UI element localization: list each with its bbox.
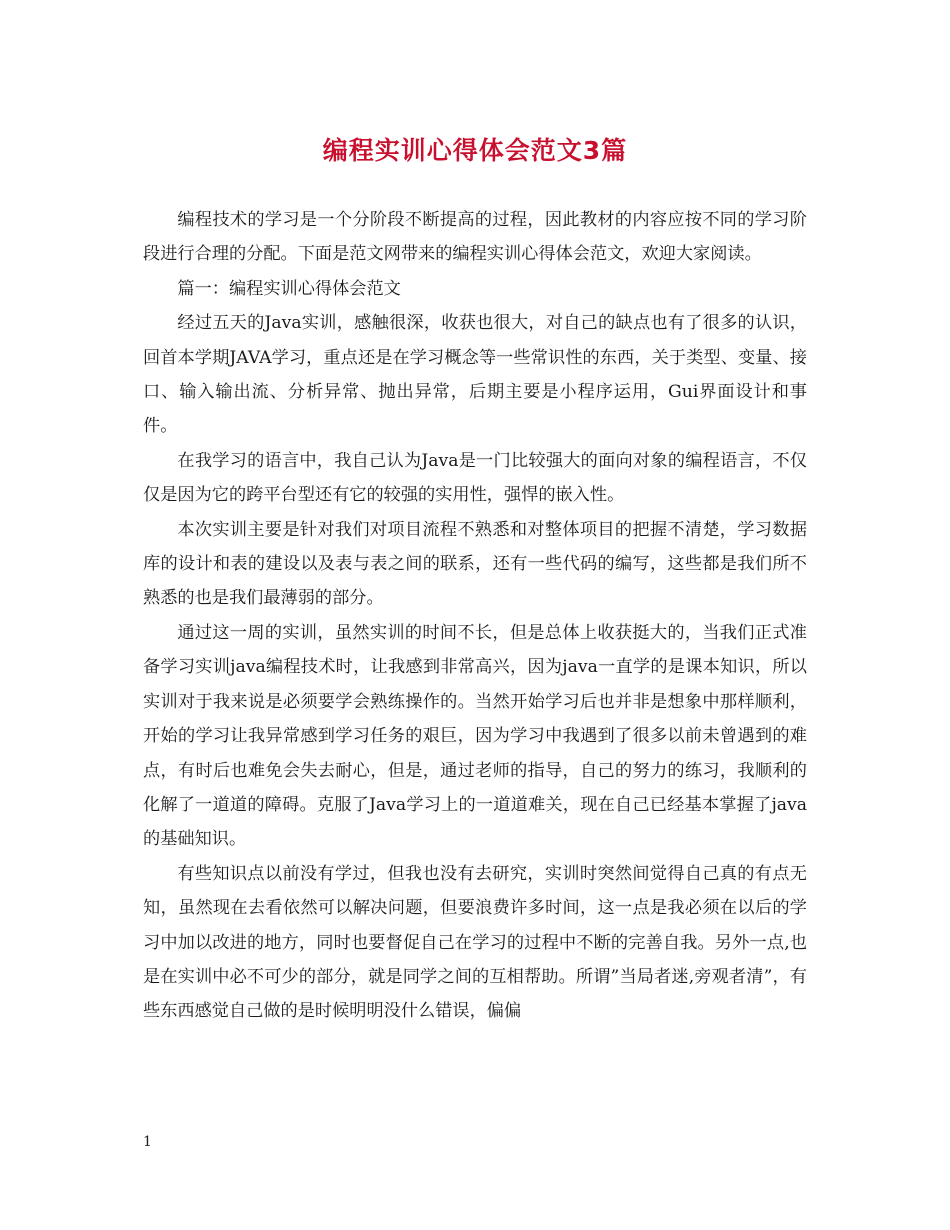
paragraph: 有些知识点以前没有学过，但我也没有去研究，实训时突然间觉得自己真的有点无知，虽然现在去看依然可以解决问题，但要浪费许多时间，这一点是我必须在以后的学习中加以改进的地方，同时也要督促自己在学习的过程中不断的完善自我。另外一点,也是在实训中必不可少的部分，就是同学之间的互相帮助。所谓”当局者迷,旁观者清”，有些东西感觉自己做的是时候明明没什么错误，偏偏	[143, 863, 807, 1022]
document-title: 编程实训心得体会范文3篇	[322, 136, 628, 165]
paragraph: 在我学习的语言中，我自己认为Java是一门比较强大的面向对象的编程语言，不仅仅是因为它的跨平台型还有它的较强的实用性，强悍的嵌入性。	[143, 450, 807, 506]
paragraph: 通过这一周的实训，虽然实训的时间不长，但是总体上收获挺大的，当我们正式准备学习实训java编程技术时，让我感到非常高兴，因为java一直学的是课本知识，所以实训对于我来说是必须要学会熟练操作的。当然开始学习后也并非是想象中那样顺利，开始的学习让我异常感到学习任务的艰巨，因为学习中我遇到了很多以前未曾遇到的难点，有时后也难免会失去耐心，但是，通过老师的指导，自己的努力的练习，我顺利的化解了一道道的障碍。克服了Java学习上的一道道难关，现在自己已经基本掌握了java的基础知识。	[143, 622, 807, 850]
paragraph: 本次实训主要是针对我们对项目流程不熟悉和对整体项目的把握不清楚，学习数据库的设计和表的建设以及表与表之间的联系，还有一些代码的编写，这些都是我们所不熟悉的也是我们最薄弱的部分。	[143, 519, 807, 609]
paragraph: 经过五天的Java实训，感触很深，收获也很大，对自己的缺点也有了很多的认识，回首本学期JAVA学习，重点还是在学习概念等一些常识性的东西，关于类型、变量、接口、输入输出流、分析异常、抛出异常，后期主要是小程序运用，Gui界面设计和事件。	[143, 313, 807, 437]
paragraph-intro: 编程技术的学习是一个分阶段不断提高的过程，因此教材的内容应按不同的学习阶段进行合理的分配。下面是范文网带来的编程实训心得体会范文，欢迎大家阅读。	[143, 210, 807, 265]
page-number: 1	[143, 1134, 152, 1150]
document-body	[143, 203, 807, 1029]
section-heading: 篇一：编程实训心得体会范文	[177, 278, 401, 299]
